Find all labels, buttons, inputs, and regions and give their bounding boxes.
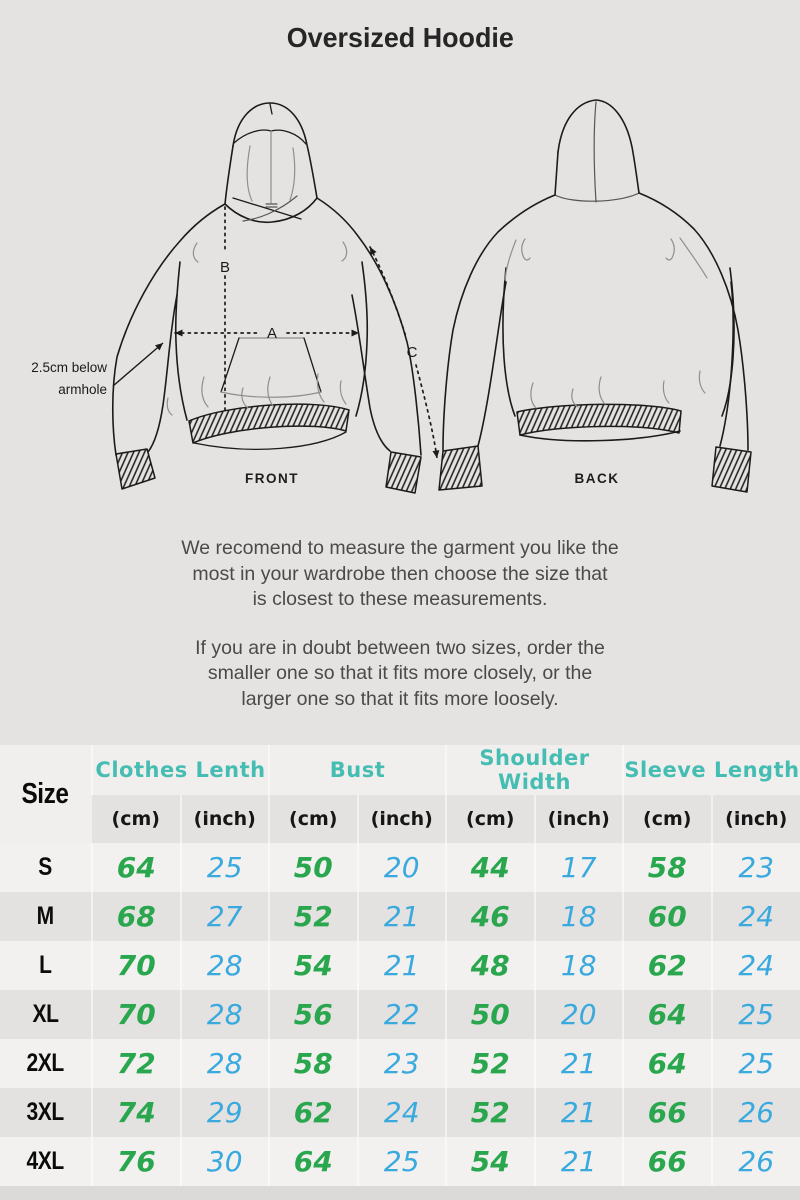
page-title — [0, 22, 800, 54]
table-cell: 70 — [92, 990, 181, 1039]
size-label-text: 3XL — [26, 1098, 65, 1126]
table-cell: 24 — [358, 1088, 447, 1137]
table-cell: 64 — [623, 1039, 712, 1088]
armhole-annotation-line2: armhole — [58, 382, 107, 397]
size-label — [0, 941, 92, 990]
table-cell: 21 — [535, 1088, 624, 1137]
unit-header: (cm) — [446, 795, 535, 843]
table-cell: 24 — [712, 941, 800, 990]
armhole-annotation-line1: 2.5cm below — [31, 360, 107, 375]
size-label — [0, 990, 92, 1039]
size-label-text: 2XL — [26, 1049, 65, 1077]
table-cell: 44 — [446, 843, 535, 892]
table-cell: 70 — [92, 941, 181, 990]
table-cell: 28 — [181, 941, 270, 990]
advice-line: If you are in doubt between two sizes, order the — [195, 636, 605, 659]
table-cell: 56 — [269, 990, 358, 1039]
marker-b-label: B — [219, 259, 231, 276]
unit-header: (cm) — [269, 795, 358, 843]
table-cell: 20 — [535, 990, 624, 1039]
table-cell: 52 — [446, 1088, 535, 1137]
table-cell: 21 — [535, 1137, 624, 1186]
size-label-text: 4XL — [26, 1147, 65, 1175]
table-cell: 48 — [446, 941, 535, 990]
table-cell: 25 — [712, 990, 800, 1039]
unit-header: (inch) — [181, 795, 270, 843]
marker-c-label: C — [406, 344, 418, 361]
measure-advice-paragraph — [0, 536, 800, 613]
advice-line: larger one so that it fits more loosely. — [241, 687, 559, 710]
table-cell: 30 — [181, 1137, 270, 1186]
table-row — [0, 1137, 800, 1186]
table-cell: 50 — [269, 843, 358, 892]
table-cell: 62 — [623, 941, 712, 990]
table-cell: 21 — [358, 892, 447, 941]
front-back-diagram — [0, 80, 800, 510]
table-cell: 25 — [181, 843, 270, 892]
table-cell: 54 — [446, 1137, 535, 1186]
table-cell: 20 — [358, 843, 447, 892]
advice-line: We recomend to measure the garment you like the — [181, 537, 619, 559]
table-cell: 22 — [358, 990, 447, 1039]
table-cell: 72 — [92, 1039, 181, 1088]
table-cell: 26 — [712, 1137, 800, 1186]
size-label — [0, 892, 92, 941]
table-cell: 23 — [358, 1039, 447, 1088]
size-label — [0, 1039, 92, 1088]
table-header-groups — [0, 745, 800, 795]
table-cell: 76 — [92, 1137, 181, 1186]
unit-header: (inch) — [535, 795, 624, 843]
unit-header: (cm) — [92, 795, 181, 843]
back-hoodie-drawing — [439, 100, 751, 492]
size-chart-table — [0, 745, 800, 1186]
unit-header: (cm) — [623, 795, 712, 843]
table-cell: 25 — [712, 1039, 800, 1088]
table-cell: 24 — [712, 892, 800, 941]
size-label-text: XL — [32, 1000, 59, 1028]
front-hoodie-drawing — [113, 103, 421, 493]
table-cell: 68 — [92, 892, 181, 941]
advice-line: most in your wardrobe then choose the size that — [192, 562, 608, 585]
advice-line: smaller one so that it fits more closely, or the — [207, 662, 593, 685]
table-cell: 66 — [623, 1137, 712, 1186]
table-cell: 52 — [269, 892, 358, 941]
advice-line: is closest to these measurements. — [252, 588, 548, 611]
table-row — [0, 892, 800, 941]
size-column-header-text: Size — [21, 777, 70, 810]
table-row — [0, 843, 800, 892]
table-bottom-strip — [0, 1186, 800, 1200]
table-header-units — [0, 795, 800, 843]
group-header-clothes-length: Clothes Lenth — [92, 745, 269, 795]
table-cell: 64 — [269, 1137, 358, 1186]
size-label — [0, 1137, 92, 1186]
table-cell: 62 — [269, 1088, 358, 1137]
unit-header: (inch) — [358, 795, 447, 843]
table-cell: 18 — [535, 892, 624, 941]
table-cell: 64 — [623, 990, 712, 1039]
table-cell: 25 — [358, 1137, 447, 1186]
sizing-advice — [0, 536, 800, 713]
table-cell: 46 — [446, 892, 535, 941]
table-cell: 28 — [181, 990, 270, 1039]
size-label — [0, 843, 92, 892]
size-label — [0, 1088, 92, 1137]
marker-a-label: A — [266, 325, 278, 342]
table-cell: 21 — [535, 1039, 624, 1088]
size-column-header — [0, 745, 92, 843]
table-cell: 50 — [446, 990, 535, 1039]
table-cell: 52 — [446, 1039, 535, 1088]
size-label-text: S — [38, 853, 53, 881]
table-cell: 27 — [181, 892, 270, 941]
table-row — [0, 941, 800, 990]
table-cell: 54 — [269, 941, 358, 990]
table-cell: 66 — [623, 1088, 712, 1137]
table-cell: 58 — [623, 843, 712, 892]
table-cell: 21 — [358, 941, 447, 990]
table-cell: 74 — [92, 1088, 181, 1137]
table-cell: 29 — [181, 1088, 270, 1137]
back-view-label: BACK — [574, 471, 620, 486]
table-row — [0, 1088, 800, 1137]
size-label-text: L — [39, 951, 52, 979]
table-cell: 28 — [181, 1039, 270, 1088]
front-view-label: FRONT — [245, 471, 299, 486]
group-header-sleeve-length: Sleeve Length — [623, 745, 800, 795]
doubt-advice-paragraph — [0, 636, 800, 713]
size-label-text: M — [36, 902, 55, 930]
table-row — [0, 990, 800, 1039]
table-row — [0, 1039, 800, 1088]
table-cell: 26 — [712, 1088, 800, 1137]
group-header-shoulder-width: Shoulder Width — [446, 745, 623, 795]
unit-header: (inch) — [712, 795, 800, 843]
table-cell: 58 — [269, 1039, 358, 1088]
table-cell: 18 — [535, 941, 624, 990]
page-title-text: Oversized Hoodie — [286, 22, 514, 53]
table-cell: 60 — [623, 892, 712, 941]
table-cell: 17 — [535, 843, 624, 892]
table-cell: 64 — [92, 843, 181, 892]
group-header-bust: Bust — [269, 745, 446, 795]
table-cell: 23 — [712, 843, 800, 892]
